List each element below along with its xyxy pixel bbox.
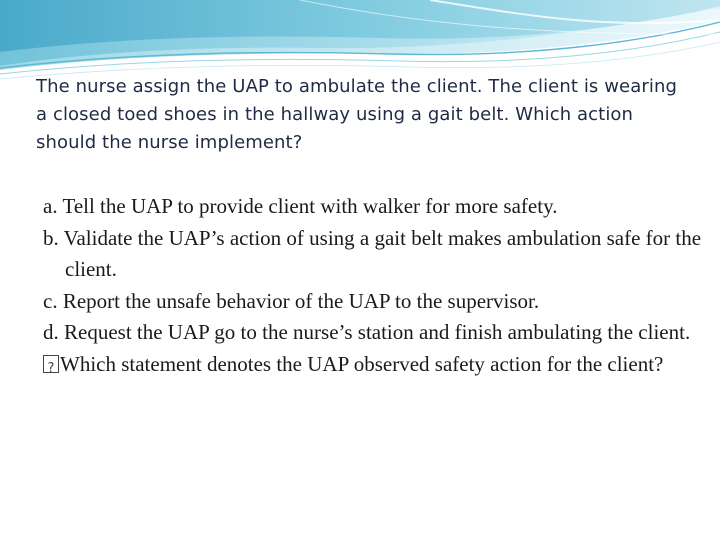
- option-d-prefix: d.: [43, 320, 64, 344]
- hint-text: Which statement denotes the UAP observed safety action for the client?: [60, 351, 664, 376]
- option-c: [43, 286, 703, 318]
- option-b-prefix: b.: [43, 225, 64, 250]
- option-c-text: Report the unsafe behavior of the UAP to the supervisor.: [62, 288, 540, 313]
- option-b-text: Validate the UAP’s action of using a gait belt makes ambulation safe for the client.: [63, 225, 702, 281]
- option-a-text: Tell the UAP to provide client with walker for more safety.: [62, 194, 558, 218]
- missing-glyph-box-icon: [43, 355, 59, 373]
- option-b: [43, 223, 703, 286]
- question-text: The nurse assign the UAP to ambulate the client. The client is wearing a closed toed shoes in the hallway using a gait belt. Which action should the nurse implement?: [36, 76, 677, 153]
- option-a-prefix: a.: [43, 194, 63, 218]
- option-d: [43, 317, 703, 349]
- hint-item: [43, 349, 703, 381]
- option-c-prefix: c.: [43, 288, 63, 313]
- option-d-text: Request the UAP go to the nurse’s station and finish ambulating the client.: [64, 320, 691, 344]
- option-a: [43, 191, 703, 223]
- answer-options-list: [43, 191, 703, 380]
